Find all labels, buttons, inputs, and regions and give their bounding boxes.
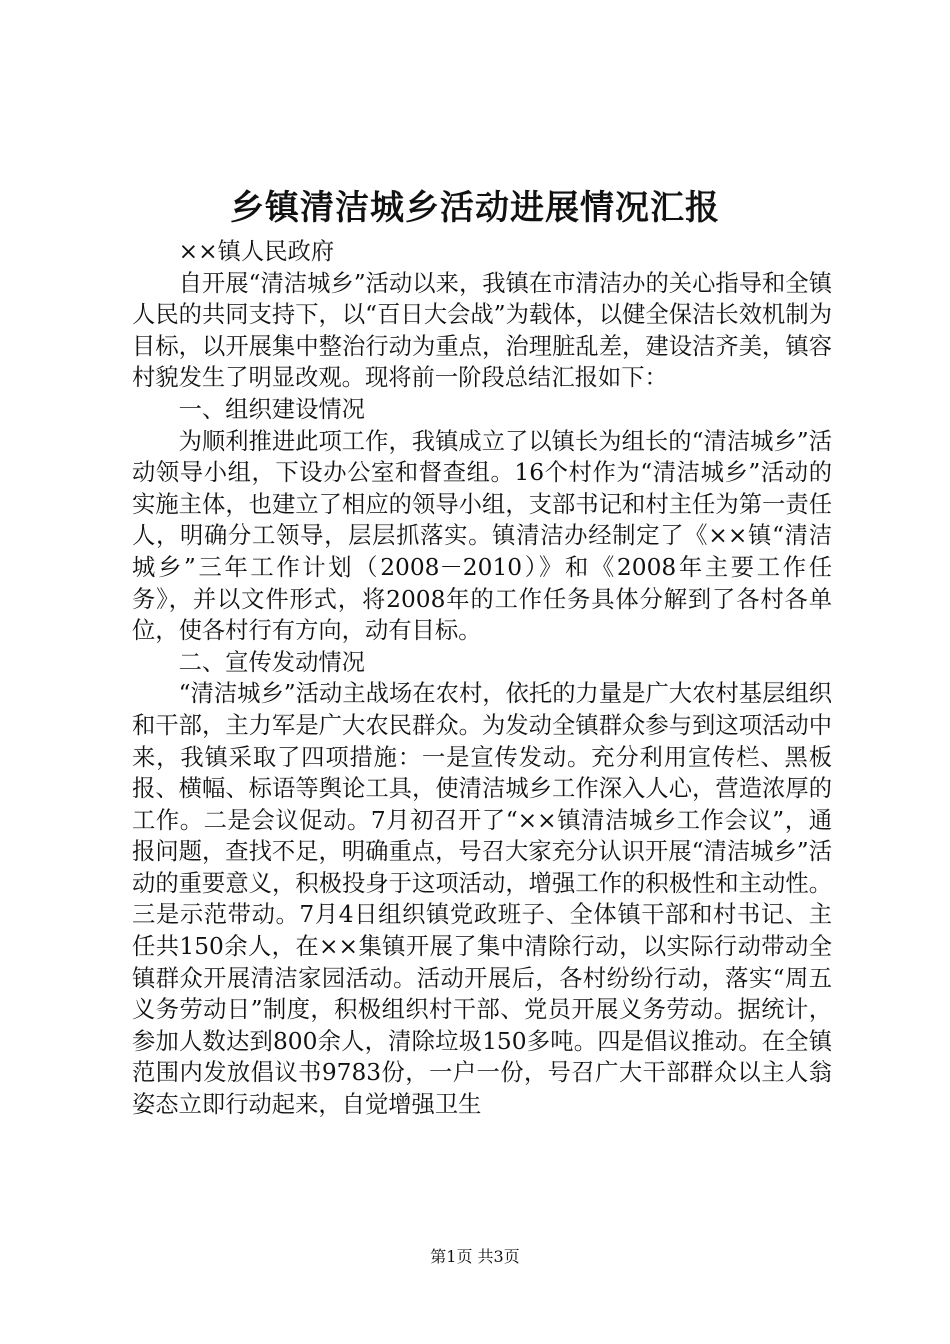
intro-paragraph: 自开展“清洁城乡”活动以来，我镇在市清洁办的关心指导和全镇人民的共同支持下，以“百日大会战”为载体，以健全保洁长效机制为目标，以开展集中整治行动为重点，治理脏乱差，建设洁齐美，镇容村貌发生了明显改观。现将前一阶段总结汇报如下： <box>132 269 832 392</box>
document-body <box>132 236 832 1121</box>
publicity-paragraph: “清洁城乡”活动主战场在农村，依托的力量是广大农村基层组织和干部，主力军是广大农民群众。为发动全镇群众参与到这项活动中来，我镇采取了四项措施：一是宣传发动。充分利用宣传栏、黑板报、横幅、标语等舆论工具，使清洁城乡工作深入人心，营造浓厚的工作。二是会议促动。7月初召开了“××镇清洁城乡工作会议”，通报问题，查找不足，明确重点，号召大家充分认识开展“清洁城乡”活动的重要意义，积极投身于这项活动，增强工作的积极性和主动性。三是示范带动。7月4日组织镇党政班子、全体镇干部和村书记、主任共150余人，在××集镇开展了集中清除行动，以实际行动带动全镇群众开展清洁家园活动。活动开展后，各村纷纷行动，落实“周五义务劳动日”制度，积极组织村干部、党员开展义务劳动。据统计，参加人数达到800余人，清除垃圾150多吨。四是倡议推动。在全镇范围内发放倡议书9783份，一户一份，号召广大干部群众以主人翁姿态立即行动起来，自觉增强卫生 <box>132 680 832 1119</box>
section-heading-organization: 一、组织建设情况 <box>178 395 365 423</box>
document-title: 乡镇清洁城乡活动进展情况汇报 <box>230 188 720 228</box>
issuer-line: ××镇人民政府 <box>178 238 335 265</box>
section-heading-publicity: 二、宣传发动情况 <box>178 648 365 676</box>
organization-paragraph: 为顺利推进此项工作，我镇成立了以镇长为组长的“清洁城乡”活动领导小组，下设办公室和督查组。16个村作为“清洁城乡”活动的实施主体，也建立了相应的领导小组，支部书记和村主任为第一责任人，明确分工领导，层层抓落实。镇清洁办经制定了《××镇“清洁城乡”三年工作计划（2008－2010）》和《2008年主要工作任务》，并以文件形式，将2008年的工作任务具体分解到了各村各单位，使各村行有方向，动有目标。 <box>132 427 832 645</box>
page-number-footer: 第1页 共3页 <box>430 1247 520 1266</box>
